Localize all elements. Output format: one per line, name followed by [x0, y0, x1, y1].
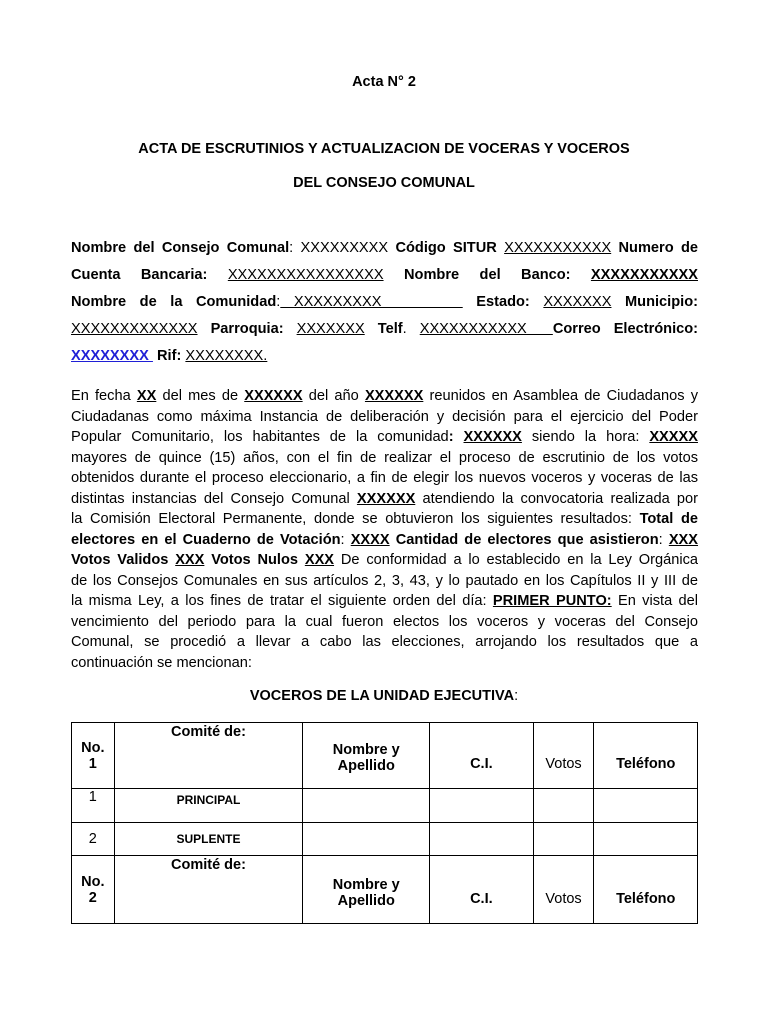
text: siendo la hora: — [521, 429, 650, 445]
text: la Comisión Electoral Permanente, donde se obtuvieron los siguientes resultados: — [71, 511, 640, 527]
text: reunidos en Asamblea de Ciudadanos y — [423, 388, 698, 404]
text: : — [658, 531, 669, 548]
row-number: 2 — [72, 823, 115, 856]
table-header-row-2 — [72, 856, 698, 924]
nombre-header: Nombre y Apellido — [303, 723, 430, 789]
ci-cell[interactable] — [430, 789, 533, 823]
comunidad-value: XXXXXXXXX — [280, 294, 463, 310]
banco-label: Nombre del Banco: — [403, 267, 571, 283]
telefono-cell[interactable] — [594, 823, 698, 856]
telf-label: Telf — [377, 321, 403, 337]
primer-punto: PRIMER PUNTO: — [492, 593, 612, 609]
votos-header: Votos — [533, 723, 594, 789]
body-line-3 — [71, 427, 698, 448]
section-title-text: VOCEROS DE LA UNIDAD EJECUTIVA — [249, 688, 515, 704]
ci-header: C.I. — [430, 856, 533, 924]
consejo-value: XXXXXX — [356, 490, 416, 507]
text: Cantidad de electores que asistieron — [395, 531, 659, 548]
text: : — [448, 429, 454, 445]
text: Votos Validos — [71, 552, 176, 568]
parroquia-label: Parroquia: — [210, 321, 284, 337]
rif-label: Rif: — [157, 348, 182, 364]
text: distintas instancias del Consejo Comunal — [71, 490, 357, 507]
correo-value: XXXXXXXX — [71, 348, 153, 364]
text: atendiendo la convocatoria realizada por — [415, 490, 698, 507]
body-line-14: continuación se mencionan: — [71, 654, 252, 671]
document-title: ACTA DE ESCRUTINIOS Y ACTUALIZACION DE VOCERAS Y VOCEROS — [138, 141, 630, 157]
parroquia-value: XXXXXXX — [296, 321, 365, 337]
cuenta-label-2: Cuenta Bancaria: — [71, 267, 208, 283]
text: En vista del — [611, 593, 698, 609]
section-title-colon: : — [514, 688, 519, 704]
situr-label: Código SITUR — [395, 240, 497, 256]
body-line-7 — [71, 509, 698, 530]
validos-value: XXX — [175, 552, 205, 568]
text: Total de — [639, 511, 698, 527]
info-line-4: XXXXXXXXXXXXX Parroquia: XXXXXXX Telf. XXXXXXXXXXX Correo Electrónico: — [71, 321, 699, 337]
body-line-11 — [71, 591, 698, 612]
text: del mes de — [156, 388, 245, 404]
body-line-6 — [71, 489, 698, 510]
votos-cell[interactable] — [533, 789, 594, 823]
info-line-2 — [71, 262, 698, 289]
acta-body — [71, 386, 698, 673]
municipio-label: Municipio: — [625, 294, 698, 310]
votos-header: Votos — [533, 856, 594, 924]
estado-value: XXXXXXX — [543, 294, 612, 310]
day-value: XX — [136, 388, 157, 404]
body-line-8 — [71, 530, 698, 551]
voceros-table — [71, 722, 698, 924]
telefono-header: Teléfono — [594, 723, 698, 789]
text: De conformidad a lo establecido en la Ley Orgánica — [334, 552, 698, 568]
table-row — [72, 789, 698, 823]
row-role: SUPLENTE — [114, 823, 303, 856]
consejo-info — [71, 235, 698, 370]
correo-label: Correo Electrónico: — [552, 321, 699, 337]
no-header — [72, 723, 115, 789]
votos-cell[interactable] — [533, 823, 594, 856]
municipio-value: XXXXXXXXXXXXX — [71, 321, 198, 337]
body-line-13: Comunal, se procedió a llevar a cabo las elecciones, arrojando los resultados que a — [71, 634, 698, 650]
cuenta-value: XXXXXXXXXXXXXXXX — [227, 267, 384, 283]
text: En fecha — [71, 388, 137, 404]
info-line-1: Nombre del Consejo Comunal: XXXXXXXXX Código SITUR XXXXXXXXXXX Numero de — [71, 240, 698, 256]
info-line-3: Nombre de la Comunidad: XXXXXXXXX Estado: XXXXXXX Municipio: — [71, 294, 698, 310]
nombre-header: Nombre y Apellido — [303, 856, 430, 924]
body-line-9 — [71, 550, 698, 571]
telefono-header: Teléfono — [594, 856, 698, 924]
document-subtitle: DEL CONSEJO COMUNAL — [293, 175, 475, 191]
banco-value: XXXXXXXXXXX — [590, 267, 698, 283]
text: del año — [302, 388, 365, 404]
info-line-5 — [71, 343, 698, 370]
table-header-row — [72, 723, 698, 789]
estado-label: Estado: — [476, 294, 530, 310]
situr-value: XXXXXXXXXXX — [504, 240, 612, 256]
no-label: No. — [81, 739, 105, 756]
nulos-value: XXX — [304, 552, 335, 568]
rif-value: XXXXXXXX. — [185, 348, 268, 364]
hora-value: XXXXX — [649, 429, 698, 445]
text: Popular Comunitario, los habitantes de la comunidad — [71, 429, 449, 445]
section-title — [0, 688, 768, 704]
text: electores en el Cuaderno de Votación — [71, 531, 341, 548]
nombre-value: XXXXXXXXX — [300, 240, 389, 256]
body-line-12: vencimiento del periodo para la cual fueron electos los voceros y voceras del Consejo — [71, 613, 698, 630]
acta-number: Acta N° 2 — [352, 74, 416, 90]
no-value: 1 — [88, 755, 97, 772]
body-line-10: de los Consejos Comunales en sus artículos 2, 3, 43, y lo pautado en los Capítulos II y III de — [71, 572, 698, 589]
table-row — [72, 823, 698, 856]
nombre-cell[interactable] — [303, 789, 430, 823]
nombre-label: Nombre del Consejo Comunal — [71, 240, 290, 256]
electores-value: XXXX — [350, 531, 390, 548]
month-value: XXXXXX — [244, 388, 303, 404]
comite-header: Comité de: — [114, 856, 303, 924]
body-line-2: Ciudadanas como máxima Instancia de deliberación y decisión para el ejercicio del Poder — [71, 408, 698, 425]
comite-header: Comité de: — [114, 723, 303, 789]
text: la misma Ley, a los fines de tratar el siguiente orden del día: — [71, 593, 493, 609]
comunidad-value: XXXXXX — [463, 429, 522, 445]
ci-cell[interactable] — [430, 823, 533, 856]
no-label: No. — [81, 873, 105, 890]
asistentes-value: XXX — [668, 531, 699, 548]
text: : — [340, 531, 351, 548]
year-value: XXXXXX — [364, 388, 424, 404]
row-number: 1 — [72, 789, 115, 823]
no-value: 2 — [88, 889, 97, 906]
row-role: PRINCIPAL — [114, 789, 303, 823]
comunidad-label: Nombre de la Comunidad — [71, 294, 277, 310]
ci-header: C.I. — [430, 723, 533, 789]
telf-value: XXXXXXXXXXX — [419, 321, 553, 337]
no-header — [72, 856, 115, 924]
cuenta-label-1: Numero de — [618, 240, 698, 256]
body-line-5: obtenidos durante el proceso eleccionario, a fin de elegir los nuevos voceros y voceras de las — [71, 470, 698, 486]
body-line-1 — [71, 386, 698, 407]
body-line-4: mayores de quince (15) años, con el fin de realizar el proceso de escrutinio de los votos — [71, 449, 698, 466]
nombre-cell[interactable] — [303, 823, 430, 856]
telefono-cell[interactable] — [594, 789, 698, 823]
text: Votos Nulos — [204, 552, 305, 568]
